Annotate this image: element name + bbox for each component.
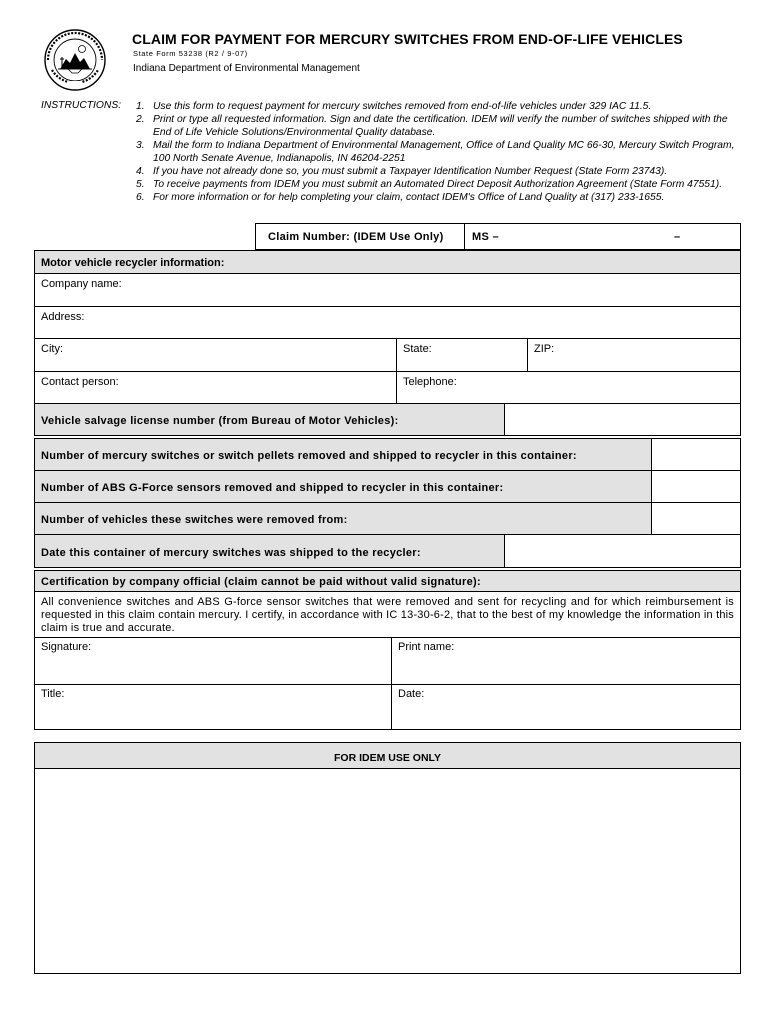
claim-number-label: Claim Number: (IDEM Use Only) xyxy=(268,231,444,243)
state-label: State: xyxy=(403,343,432,355)
recycler-section-title: Motor vehicle recycler information: xyxy=(41,257,225,269)
company-name-label: Company name: xyxy=(41,278,122,290)
vehicles-count-input[interactable] xyxy=(653,504,739,533)
state-seal xyxy=(44,29,106,91)
date-label: Date: xyxy=(398,688,425,700)
abs-count-input[interactable] xyxy=(653,472,739,501)
date-input[interactable] xyxy=(394,701,739,728)
print-name-label: Print name: xyxy=(398,641,455,653)
certification-statement: All convenience switches and ABS G-force sensor switches that were removed and sent for recycling and for which reimbursement is requested in this claim contain mercury. I certify, in accordance with IC 13-30-6-2, that to the best of my knowledge the information in this claim is true and accurate. xyxy=(41,596,734,634)
telephone-label: Telephone: xyxy=(403,376,457,388)
print-name-input[interactable] xyxy=(394,654,739,682)
date-shipped-label: Date this container of mercury switches was shipped to the recycler: xyxy=(41,547,421,559)
switches-count-input[interactable] xyxy=(653,440,739,469)
signature-input[interactable] xyxy=(36,654,386,682)
company-name-input[interactable] xyxy=(130,276,730,304)
claim-number-suffix: – xyxy=(674,231,681,243)
address-label: Address: xyxy=(41,311,85,323)
instruction-item: 2. Print or type all requested information. Sign and date the certification. IDEM will verify the number of switches shipped with the End of Life Vehicle Solutions/Environmental Quality database. xyxy=(136,114,728,138)
form-number: State Form 53238 (R2 / 9-07) xyxy=(133,49,248,58)
idem-use-label: FOR IDEM USE ONLY xyxy=(334,752,441,764)
idem-use-section xyxy=(34,742,741,974)
claim-number-prefix: MS – xyxy=(472,231,499,243)
contact-person-label: Contact person: xyxy=(41,376,119,388)
telephone-input[interactable] xyxy=(465,374,735,402)
certification-title: Certification by company official (claim cannot be paid without valid signature): xyxy=(41,576,481,588)
claim-number-input[interactable] xyxy=(540,228,660,246)
date-shipped-input[interactable] xyxy=(506,536,739,566)
instruction-item: 6. For more information or for help completing your claim, contact IDEM's Office of Land Quality at (317) 233-1655. xyxy=(136,192,665,203)
license-input[interactable] xyxy=(506,405,739,434)
instruction-item: 5. To receive payments from IDEM you must submit an Automated Direct Deposit Authorization Agreement (State Form 47551). xyxy=(136,179,723,190)
abs-count-label: Number of ABS G-Force sensors removed and shipped to recycler in this container: xyxy=(41,482,504,494)
agency-name: Indiana Department of Environmental Management xyxy=(133,63,360,74)
city-input[interactable] xyxy=(70,341,390,369)
zip-input[interactable] xyxy=(560,341,735,369)
instructions-list xyxy=(136,100,736,204)
title-input[interactable] xyxy=(36,701,386,728)
address-input[interactable] xyxy=(95,309,730,337)
title-label: Title: xyxy=(41,688,65,700)
instruction-item: 4. If you have not already done so, you must submit a Taxpayer Identification Number Request (State Form 23743). xyxy=(136,166,668,177)
license-label: Vehicle salvage license number (from Bureau of Motor Vehicles): xyxy=(41,415,399,427)
city-label: City: xyxy=(41,343,63,355)
instruction-item: 1. Use this form to request payment for mercury switches removed from end-of-life vehicles under 329 IAC 11.5. xyxy=(136,101,652,112)
switches-count-label: Number of mercury switches or switch pellets removed and shipped to recycler in this container: xyxy=(41,450,577,462)
state-input[interactable] xyxy=(440,341,520,369)
vehicles-count-label: Number of vehicles these switches were removed from: xyxy=(41,514,348,526)
form-title: CLAIM FOR PAYMENT FOR MERCURY SWITCHES FROM END-OF-LIFE VEHICLES xyxy=(132,31,683,47)
signature-label: Signature: xyxy=(41,641,92,653)
instruction-item: 3. Mail the form to Indiana Department of Environmental Management, Office of Land Quality MC 66-30, Mercury Switch Program, 100 North Senate Avenue, Indianapolis, IN 46204-2251 xyxy=(136,140,735,164)
zip-label: ZIP: xyxy=(534,343,555,355)
contact-person-input[interactable] xyxy=(125,374,390,402)
instructions-label: INSTRUCTIONS: xyxy=(41,100,122,111)
